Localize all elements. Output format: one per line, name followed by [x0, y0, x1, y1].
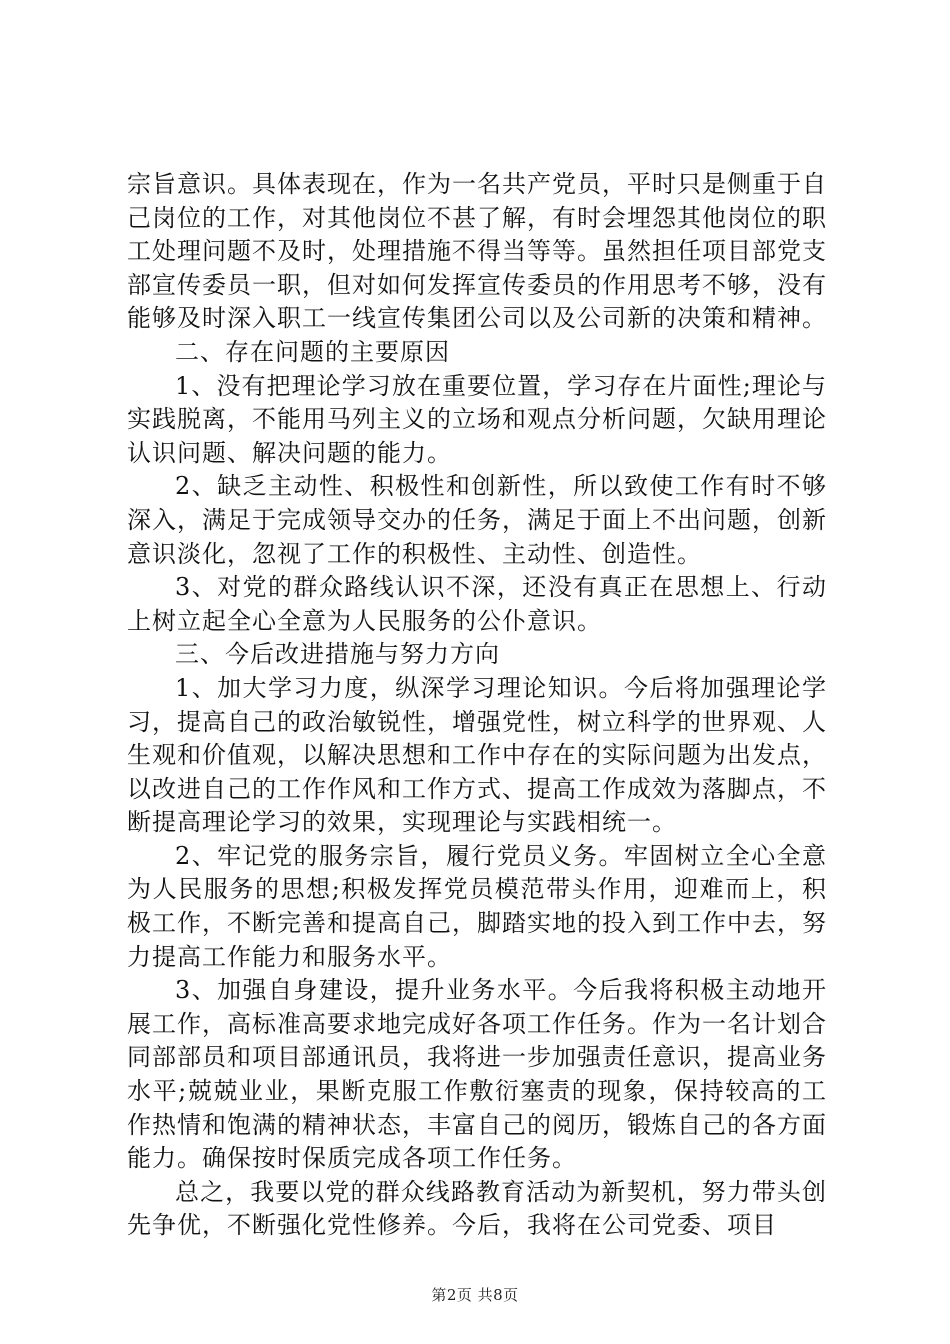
paragraph-1: 宗旨意识。具体表现在，作为一名共产党员，平时只是侧重于自己岗位的工作，对其他岗位不甚了解，有时会埋怨其他岗位的职工处理问题不及时，处理措施不得当等等。虽然担任项目部党支部宣传委员一职，但对如何发挥宣传委员的作用思考不够，没有能够及时深入职工一线宣传集团公司以及公司新的决策和精神。 — [127, 170, 827, 333]
paragraph-improvement-3: 3、加强自身建设，提升业务水平。今后我将积极主动地开展工作，高标准高要求地完成好各项工作任务。作为一名计划合同部部员和项目部通讯员，我将进一步加强责任意识，提高业务水平;兢兢业业，果断克服工作敷衍塞责的现象，保持较高的工作热情和饱满的精神状态，丰富自己的阅历，锻炼自己的各方面能力。确保按时保质完成各项工作任务。 — [127, 976, 827, 1173]
paragraph-conclusion: 总之，我要以党的群众线路教育活动为新契机，努力带头创先争优，不断强化党性修养。今后，我将在公司党委、项目 — [127, 1177, 827, 1240]
document-body — [127, 168, 827, 1243]
paragraph-cause-3: 3、对党的群众路线认识不深，还没有真正在思想上、行动上树立起全心全意为人民服务的公仆意识。 — [127, 573, 827, 635]
section-heading-improvements: 三、今后改进措施与努力方向 — [175, 640, 500, 669]
paragraph-cause-2: 2、缺乏主动性、积极性和创新性，所以致使工作有时不够深入，满足于完成领导交办的任务，满足于面上不出问题，创新意识淡化，忽视了工作的积极性、主动性、创造性。 — [127, 472, 827, 568]
paragraph-improvement-1: 1、加大学习力度，纵深学习理论知识。今后将加强理论学习，提高自己的政治敏锐性，增强党性，树立科学的世界观、人生观和价值观，以解决思想和工作中存在的实际问题为出发点，以改进自己的工作作风和工作方式、提高工作成效为落脚点，不断提高理论学习的效果，实现理论与实践相统一。 — [127, 673, 827, 837]
paragraph-improvement-2: 2、牢记党的服务宗旨，履行党员义务。牢固树立全心全意为人民服务的思想;积极发挥党员模范带头作用，迎难而上，积极工作，不断完善和提高自己，脚踏实地的投入到工作中去，努力提高工作能力和服务水平。 — [127, 841, 827, 971]
paragraph-cause-1: 1、没有把理论学习放在重要位置，学习存在片面性;理论与实践脱离，不能用马列主义的立场和观点分析问题，欠缺用理论认识问题、解决问题的能力。 — [127, 371, 827, 467]
section-heading-causes: 二、存在问题的主要原因 — [175, 337, 450, 366]
page-number-footer: 第2页 共8页 — [431, 1286, 519, 1304]
